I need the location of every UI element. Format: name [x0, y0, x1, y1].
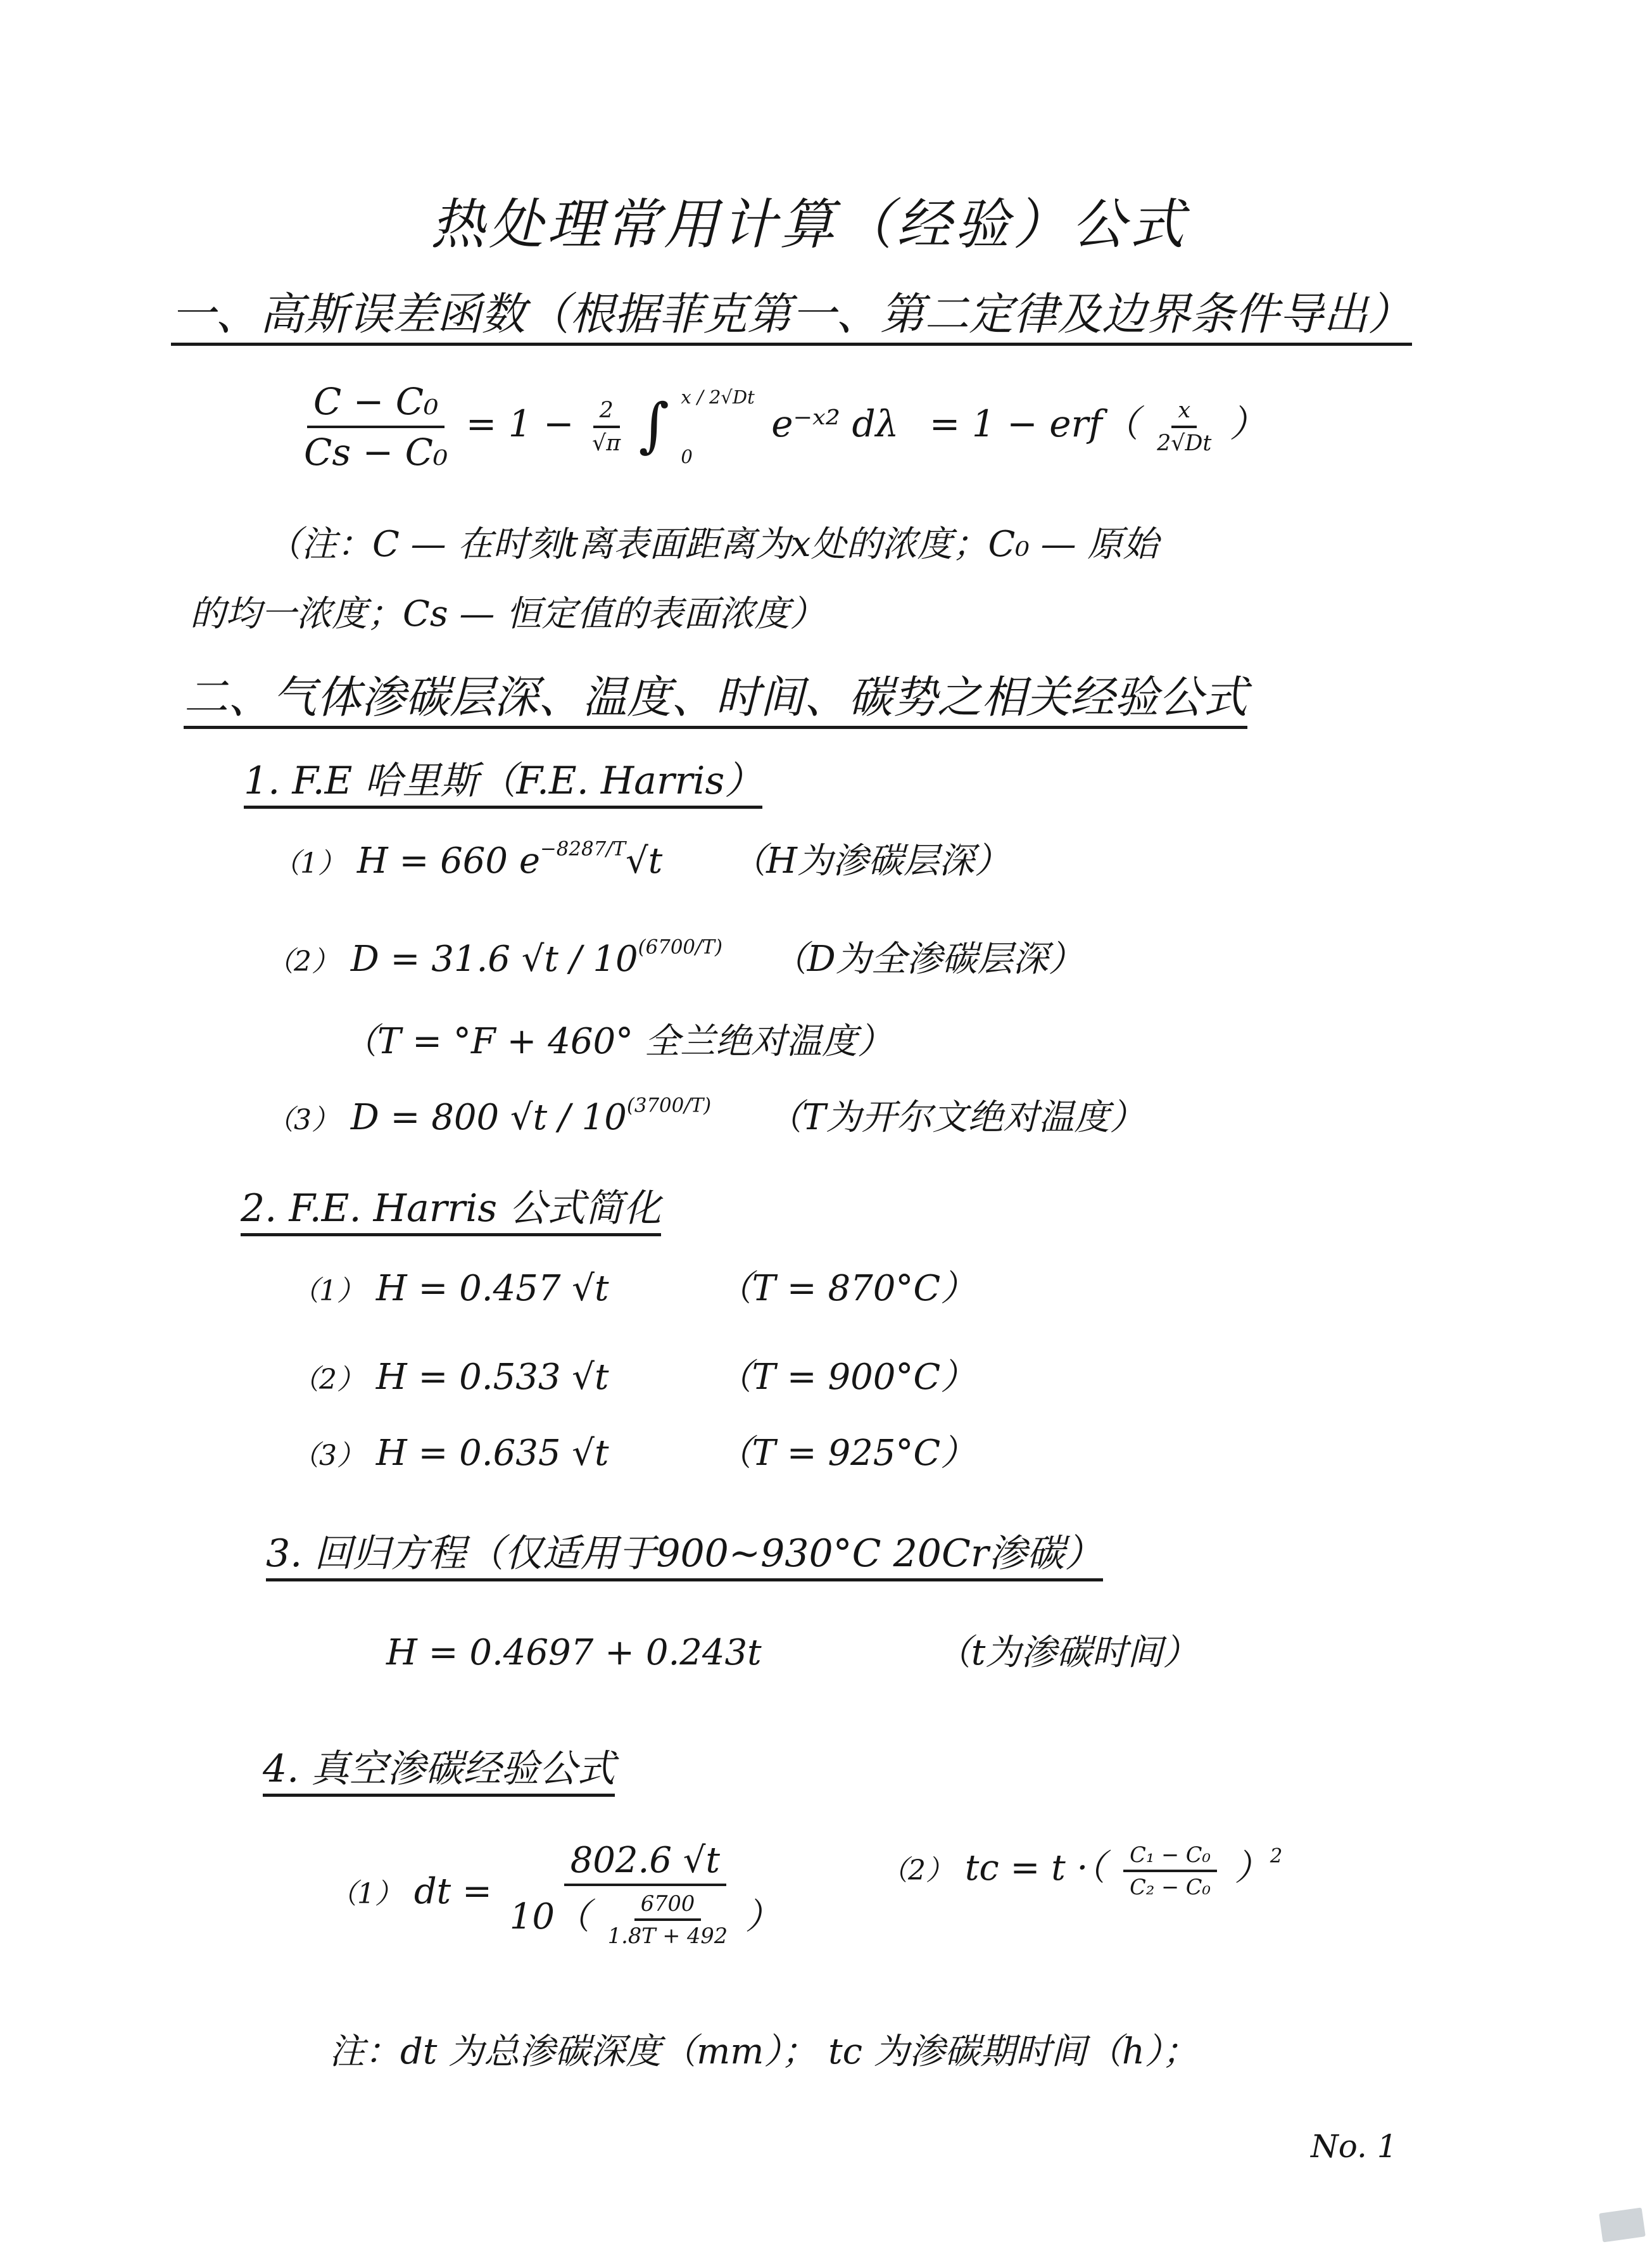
- harris-formula-2-note: （T = °F + 460° 全兰绝对温度）: [342, 1021, 893, 1062]
- integral-sign: ∫: [638, 390, 669, 459]
- section1-note-line2: 的均一浓度；Cs — 恒定值的表面浓度）: [190, 593, 826, 635]
- two-over-sqrt-pi: $\frac{2}{√\pi}$: [592, 398, 621, 456]
- harris-formula-2: （2） D = 31.6 $√t / 10^{(6700/T)}$ （D为全渗碳层深）: [266, 935, 1084, 980]
- sub2-heading: 2. F.E. Harris 公式简化: [241, 1178, 661, 1232]
- sub4-heading: 4. 真空渗碳经验公式: [263, 1739, 615, 1793]
- vacuum-note: 注：dt 为总渗碳深度（mm）； tc 为渗碳期时间（h）；: [329, 2031, 1198, 2072]
- vacuum-formula-1: （1） dt = 802.6 √t 10（ $\frac{6700}{1.8T + 492}$ ）: [329, 1840, 781, 1948]
- simplified-row-1: （1） H = 0.457 √t （T = 870°C）: [291, 1268, 976, 1309]
- gauss-formula: $\frac{\text{C − C₀}}{\text{Cs − C₀}}$ = 1 − $\frac{2}{√\pi}$ ∫ x / 2√Dt 0 e⁻ˣ² dλ = 1 − erf（ $\frac{x}{2√Dt}$ ）: [304, 380, 1266, 474]
- sub1-heading: 1. F.E 哈里斯（F.E. Harris）: [244, 751, 762, 805]
- simplified-row-2: （2） H = 0.533 √t （T = 900°C）: [291, 1357, 976, 1398]
- integral-limits: x / 2√Dt 0: [681, 386, 755, 467]
- vacuum-formula-2: （2） tc = t ·（ $\frac{\text{C₁ − C₀}}{\text{C₂ − C₀}}$ ）$^2$: [880, 1842, 1283, 1899]
- watermark-stamp: [1599, 2207, 1646, 2242]
- harris-formula-1: （1） H = 660 $e^{-8287/T}√t$ （H为渗碳层深）: [272, 837, 1010, 882]
- regression-formula: H = 0.4697 + 0.243t （t为渗碳时间）: [386, 1632, 1199, 1673]
- section1-note-line1: （注：C — 在时刻t离表面距离为x处的浓度；C₀ — 原始: [266, 524, 1159, 565]
- harris-formula-3: （3） D = 800 $√t / 10^{(3700/T)}$ （T为开尔文绝对温度）: [266, 1094, 1145, 1138]
- erf-argument: $\frac{x}{2√Dt}$: [1157, 398, 1212, 456]
- carbon-ratio: $\frac{\text{C₁ − C₀}}{\text{C₂ − C₀}}$: [1123, 1842, 1217, 1899]
- concentration-ratio: $\frac{\text{C − C₀}}{\text{Cs − C₀}}$: [304, 380, 448, 474]
- depth-fraction: 802.6 √t 10（ $\frac{6700}{1.8T + 492}$ ）: [509, 1840, 781, 1948]
- sub3-heading: 3. 回归方程（仅适用于900~930°C 20Cr渗碳）: [266, 1523, 1103, 1578]
- section1-heading: 一、高斯误差函数（根据菲克第一、第二定律及边界条件导出）: [171, 279, 1412, 343]
- page-number: No. 1: [1311, 2128, 1397, 2165]
- page-title: 热处理常用计算（经验）公式: [431, 193, 1188, 257]
- section2-heading: 二、气体渗碳层深、温度、时间、碳势之相关经验公式: [184, 662, 1247, 726]
- simplified-row-3: （3） H = 0.635 √t （T = 925°C）: [291, 1433, 976, 1474]
- temperature-fraction: $\frac{6700}{1.8T + 492}$: [607, 1891, 728, 1948]
